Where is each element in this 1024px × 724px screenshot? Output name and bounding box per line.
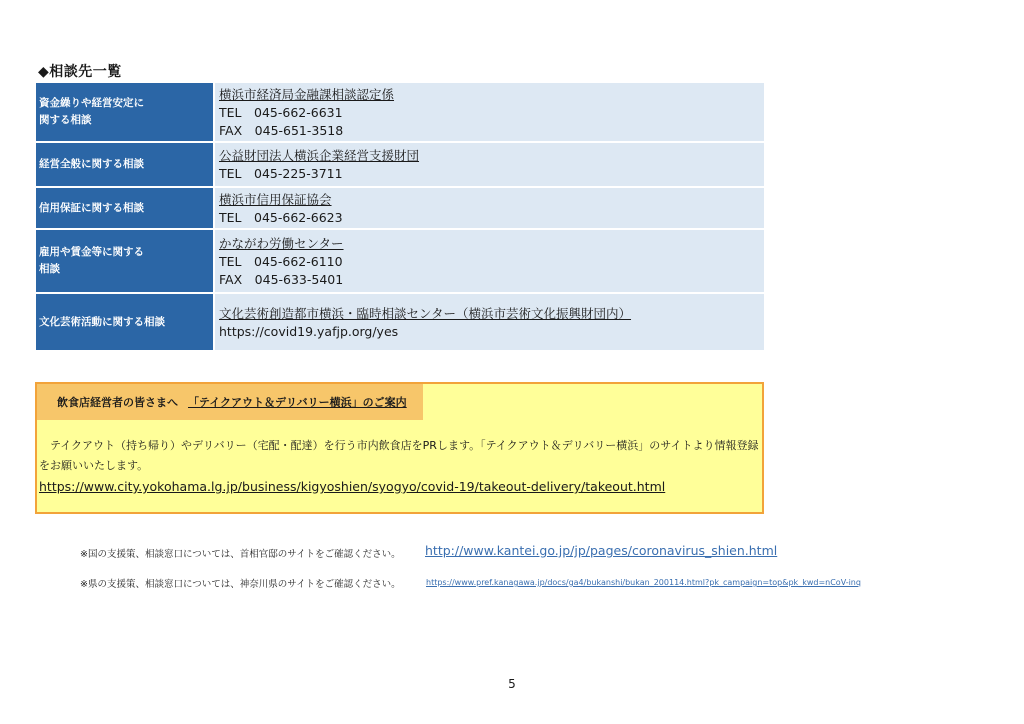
takeout-site-link[interactable]: https://www.city.yokohama.lg.jp/business/kigyoshien/syogyo/covid-19/takeout-delivery/takeout.html [39,479,666,494]
banner-prefix: 飲食店経営者の皆さまへ [57,396,178,409]
org-name: 公益財団法人横浜企業経営支援財団 [219,148,420,163]
notice-body: テイクアウト（持ち帰り）やデリバリー（宅配・配達）を行う市内飲食店をPRします。「テイクアウト＆デリバリー横浜」のサイトより情報登録をお願いいたします。 [39,439,759,472]
contact-info-cell [215,230,764,292]
category-cell: 雇用や賃金等に関する 相談 [36,230,213,292]
contact-row-employment [36,230,764,292]
contact-row-management [36,143,764,186]
contact-info-cell [215,83,764,141]
kantei-link[interactable]: http://www.kantei.go.jp/jp/pages/coronavirus_shien.html [425,543,778,558]
page-number: 5 [508,677,516,691]
category-cell: 信用保証に関する相談 [36,188,213,228]
takeout-notice-box [35,382,764,514]
tel-line: TEL 045-225-3711 [219,166,343,181]
contact-table [36,83,764,350]
tel-line: TEL 045-662-6623 [219,209,343,225]
contact-info-cell [215,143,764,186]
fax-line: FAX 045-651-3518 [219,122,344,138]
tel-line: TEL 045-662-6631 [219,104,343,120]
section-title: ◆相談先一覧 [38,64,122,80]
tel-line: TEL 045-662-6110 [219,253,343,269]
org-name: 横浜市信用保証協会 [219,191,332,207]
banner-highlight: 「テイクアウト＆デリバリー横浜」のご案内 [188,396,407,409]
contact-row-funding [36,83,764,141]
category-cell: 文化芸術活動に関する相談 [36,294,213,350]
fax-line: FAX 045-633-5401 [219,271,344,287]
notice-banner [37,384,423,420]
contact-info-cell [215,294,764,350]
website-link[interactable]: https://covid19.yafjp.org/yes [219,323,399,339]
kanagawa-link[interactable]: https://www.pref.kanagawa.jp/docs/ga4/bukanshi/bukan_200114.html?pk_campaign=top&pk_kwd=nCoV-inq [426,578,861,587]
contact-row-culture [36,294,764,350]
category-cell: 資金繰りや経営安定に 関する相談 [36,83,213,141]
org-name: かながわ労働センター [219,235,344,251]
footnote-national: ※国の支援策、相談窓口については、首相官邸のサイトをご確認ください。 [80,549,401,560]
footnote-prefecture: ※県の支援策、相談窓口については、神奈川県のサイトをご確認ください。 [80,579,401,590]
org-name: 文化芸術創造都市横浜・臨時相談センター（横浜市芸術文化振興財団内） [219,305,632,321]
contact-row-credit [36,188,764,228]
contact-info-cell [215,188,764,228]
category-cell: 経営全般に関する相談 [36,143,213,186]
org-name: 横浜市経済局金融課相談認定係 [219,86,395,102]
